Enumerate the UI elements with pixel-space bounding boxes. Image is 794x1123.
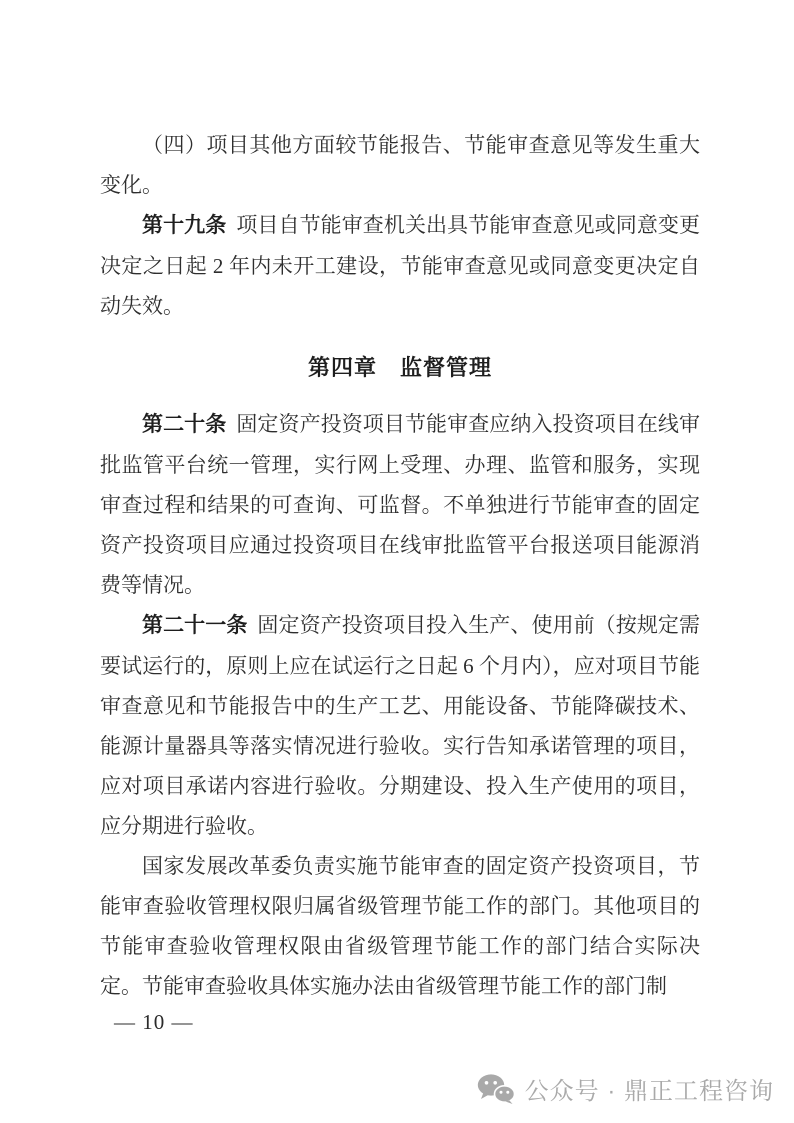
paragraph-text: 固定资产投资项目投入生产、使用前（按规定需要试运行的，原则上应在试运行之日起 6 个月内），应对项目节能审查意见和节能报告中的生产工艺、用能设备、节能降碳技术、能源计量器具等落实情况进行验收。实行告知承诺管理的项目，应对项目承诺内容进行验收。分期建设、投入生产使用的项目，应分期进行验收。 bbox=[100, 613, 701, 838]
paragraph-text: 固定资产投资项目节能审查应纳入投资项目在线审批监管平台统一管理，实行网上受理、办理、监管和服务，实现审查过程和结果的可查询、可监督。不单独进行节能审查的固定资产投资项目应通过投资项目在线审批监管平台报送项目能源消费等情况。 bbox=[100, 412, 701, 597]
article-number: 第二十条 bbox=[142, 413, 227, 436]
paragraph bbox=[100, 404, 700, 605]
article-number: 第十九条 bbox=[142, 214, 227, 237]
wechat-icon bbox=[477, 1074, 515, 1104]
watermark-text: 公众号 · 鼎正工程咨询 bbox=[524, 1078, 774, 1105]
paragraph-text: （四）项目其他方面较节能报告、节能审查意见等发生重大变化。 bbox=[100, 133, 700, 197]
document-body bbox=[100, 125, 700, 1036]
paragraph-text: 项目自节能审查机关出具节能审查意见或同意变更决定之日起 2 年内未开工建设，节能审查意见或同意变更决定自动失效。 bbox=[100, 213, 701, 318]
paragraph bbox=[100, 205, 700, 326]
page-number: — 10 — bbox=[114, 1010, 194, 1034]
paragraph bbox=[100, 125, 700, 205]
chapter-heading: 第四章 监督管理 bbox=[307, 355, 492, 380]
paragraph bbox=[100, 605, 700, 846]
paragraph bbox=[100, 846, 700, 1006]
watermark bbox=[477, 1071, 774, 1106]
article-number: 第二十一条 bbox=[142, 614, 248, 637]
paragraph-text: 国家发展改革委负责实施节能审查的固定资产投资项目，节能审查验收管理权限归属省级管理节能工作的部门。其他项目的节能审查验收管理权限由省级管理节能工作的部门结合实际决定。节能审查验收具体实施办法由省级管理节能工作的部门制 bbox=[100, 854, 700, 998]
